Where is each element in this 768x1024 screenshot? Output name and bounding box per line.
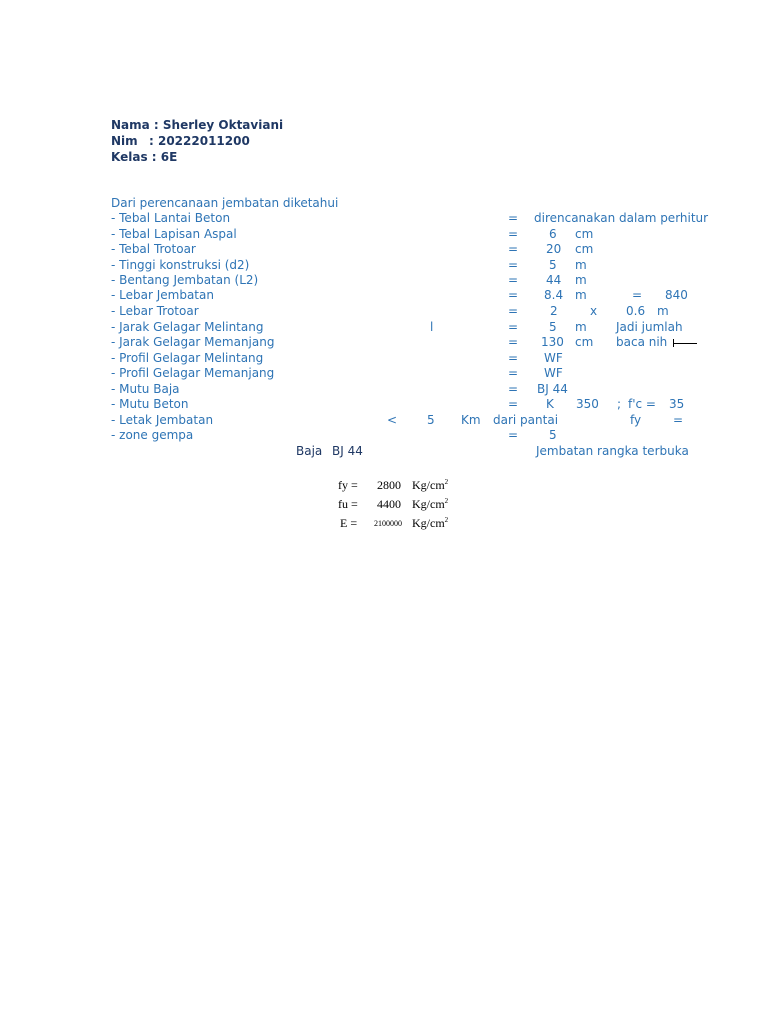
row-label: - zone gempa	[111, 428, 194, 442]
row-equals: =	[508, 366, 519, 380]
row-label: - Mutu Beton	[111, 397, 189, 411]
row-unit: m	[575, 320, 587, 334]
row-unit: m	[575, 273, 587, 287]
row-value: 8.4	[544, 288, 564, 302]
e-prop-label: E =	[340, 516, 358, 530]
e-prop-value: 2100000	[374, 519, 402, 528]
row-value: 5	[549, 258, 557, 272]
row-equals-2: =	[632, 288, 643, 302]
row-equals: =	[508, 273, 519, 287]
row-mark: l	[430, 320, 434, 334]
row-value-2: 840	[665, 288, 688, 302]
row-unit: cm	[575, 242, 594, 256]
fy-equals: =	[673, 413, 684, 427]
e-prop-unit: $Kg/cm^2$	[412, 516, 449, 530]
row-label: - Lebar Trotoar	[111, 304, 199, 318]
row-label: - Tebal Lapisan Aspal	[111, 227, 237, 241]
arrow-line	[673, 343, 697, 344]
row-note: baca nih	[616, 335, 668, 349]
row-label: - Bentang Jembatan (L2)	[111, 273, 259, 287]
row-value: direncanakan dalam perhitur	[534, 211, 709, 225]
fu-prop-value: 4400	[377, 497, 401, 511]
row-value: 5	[549, 428, 557, 442]
row-equals: =	[508, 382, 519, 396]
row-value: WF	[544, 366, 563, 380]
row-label: - Jarak Gelagar Memanjang	[111, 335, 275, 349]
row-value-2: 0.6	[626, 304, 646, 318]
row-value: 6	[549, 227, 557, 241]
fy-prop-value: 2800	[377, 478, 401, 492]
fc-label: f'c =	[628, 397, 656, 411]
bridge-type: Jembatan rangka terbuka	[536, 444, 689, 458]
row-equals: =	[508, 335, 519, 349]
class-label: Kelas : 6E	[111, 150, 178, 164]
row-equals: =	[508, 258, 519, 272]
row-equals: =	[508, 227, 519, 241]
row-equals: =	[508, 320, 519, 334]
row-value: K	[546, 397, 554, 411]
row-equals: =	[508, 304, 519, 318]
intro-text: Dari perencanaan jembatan diketahui	[111, 196, 339, 210]
fy-label: fy	[630, 413, 642, 427]
fy-prop-unit: $Kg/cm^2$	[412, 478, 449, 492]
row-unit-2: m	[657, 304, 669, 318]
row-label: - Tinggi konstruksi (d2)	[111, 258, 250, 272]
row-unit: cm	[575, 227, 594, 241]
row-value-2: 350	[576, 397, 599, 411]
row-equals: =	[508, 242, 519, 256]
fy-prop-label: fy =	[338, 478, 358, 492]
row-value: 20	[546, 242, 562, 256]
row-value: 5	[549, 320, 557, 334]
row-note: Jadi jumlah	[616, 320, 683, 334]
row-value: 130	[541, 335, 564, 349]
row-value: BJ 44	[537, 382, 568, 396]
row-unit: cm	[575, 335, 594, 349]
row-value: WF	[544, 351, 563, 365]
row-label: - Profil Gelagar Melintang	[111, 351, 264, 365]
row-less-than: <	[387, 413, 398, 427]
row-value: 5	[427, 413, 435, 427]
row-equals: =	[508, 288, 519, 302]
baja-value: BJ 44	[332, 444, 363, 458]
row-equals: =	[508, 428, 519, 442]
row-unit: m	[575, 288, 587, 302]
row-label: - Mutu Baja	[111, 382, 180, 396]
nim-label: Nim	[111, 134, 138, 148]
student-name: Nama : Sherley Oktaviani	[111, 118, 284, 132]
row-equals: =	[508, 397, 519, 411]
row-label: - Letak Jembatan	[111, 413, 214, 427]
fu-prop-label: fu =	[338, 497, 358, 511]
row-value: 2	[550, 304, 558, 318]
baja-label: Baja	[296, 444, 323, 458]
row-equals: =	[508, 211, 519, 225]
row-label: - Jarak Gelagar Melintang	[111, 320, 264, 334]
row-semicolon: ;	[617, 397, 622, 411]
nim-value: : 20222011200	[149, 134, 250, 148]
fc-value: 35	[669, 397, 685, 411]
row-equals: =	[508, 351, 519, 365]
row-multiply: x	[590, 304, 598, 318]
row-unit: Km	[461, 413, 481, 427]
row-value: 44	[546, 273, 562, 287]
row-label: - Tebal Trotoar	[111, 242, 196, 256]
fu-prop-unit: $Kg/cm^2$	[412, 497, 449, 511]
row-label: - Profil Gelagar Memanjang	[111, 366, 275, 380]
row-note: dari pantai	[493, 413, 559, 427]
row-label: - Tebal Lantai Beton	[111, 211, 231, 225]
row-label: - Lebar Jembatan	[111, 288, 214, 302]
row-unit: m	[575, 258, 587, 272]
arrow-tick	[673, 339, 674, 347]
